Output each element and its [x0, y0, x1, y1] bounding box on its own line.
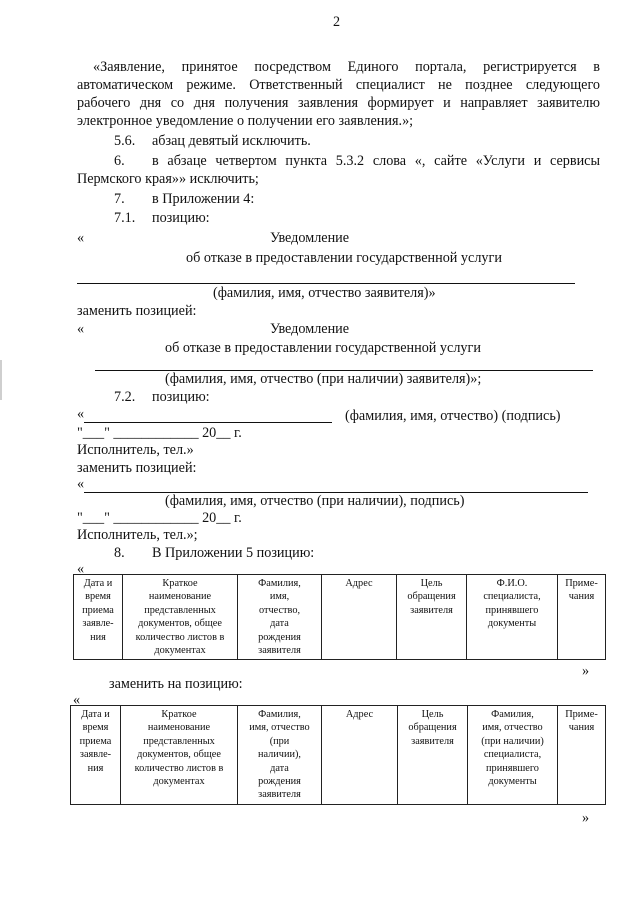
table1-header-text: Цель [420, 578, 443, 589]
table1-header-text: время [85, 591, 111, 603]
table1-header-text: представленных [144, 604, 216, 616]
sig1-date: "___" ____________ 20__ г. [77, 425, 242, 441]
table2-header-cell [71, 706, 121, 805]
sig1-caption: (фамилия, имя, отчество) (подпись) [345, 408, 561, 424]
table2-header-text: заявителя [258, 789, 301, 801]
table2-header-cell [121, 706, 238, 805]
table1-header-text: Фамилия, [258, 578, 301, 589]
table2-header-text: документах [153, 776, 205, 788]
table2-header-text: принявшего [486, 762, 539, 774]
sig2-date: "___" ____________ 20__ г. [77, 510, 242, 526]
item-8-text: В Приложении 5 позицию: [152, 545, 315, 561]
item-7-2-text: позицию: [152, 389, 210, 405]
table1-header-cell [558, 575, 606, 660]
block2-caption: (фамилия, имя, отчество (при наличии) заявителя)»; [165, 371, 482, 387]
table2-header-cell [468, 706, 558, 805]
table2-header-text: время [82, 722, 109, 734]
table2-header-text: (при наличии) [481, 735, 544, 747]
sig2-open-quote: « [77, 476, 85, 492]
table1-header-text: заявителя [258, 645, 301, 657]
table1-header-text: заявле- [82, 618, 114, 630]
table1-header-text: Краткое [162, 578, 198, 589]
item-5-6-number: 5.6. [114, 133, 136, 149]
table2-header-text: Фамилия, [491, 709, 534, 720]
item-7-text: в Приложении 4: [152, 191, 255, 207]
sig2-caption: (фамилия, имя, отчество (при наличии), подпись) [165, 493, 465, 509]
table1-header-text: наименование [148, 591, 212, 603]
table2-header-text: Дата и [81, 709, 110, 720]
table2-open-quote: « [73, 692, 81, 708]
table2 [70, 705, 606, 805]
table1-header-text: Дата и [83, 578, 113, 589]
table2-close-quote: » [582, 810, 590, 826]
table2-header-text: чания [568, 722, 595, 734]
item-7-1-text: позицию: [152, 210, 210, 226]
table2-header-cell [238, 706, 322, 805]
block1-subtitle: об отказе в предоставлении государственной услуги [186, 250, 502, 266]
table2-header-text: представленных [143, 735, 215, 747]
item-7-number: 7. [114, 191, 125, 207]
item-6-number: 6. [114, 153, 125, 169]
para1-line2: автоматическом режиме. Ответственный специалист не позднее следующего [77, 77, 600, 93]
sig1-open-quote: « [77, 406, 85, 422]
table2-header-text: дата [270, 762, 289, 774]
scan-artifact [0, 360, 2, 400]
table2-header-cell [322, 706, 398, 805]
item-6-text-line1: в абзаце четвертом пункта 5.3.2 слова «, сайте «Услуги и сервисы [152, 153, 600, 169]
table1-header-text: документов, общее [138, 618, 222, 630]
table1-header-text: специалиста, [483, 591, 541, 603]
sig1-executor: Исполнитель, тел.» [77, 442, 194, 458]
table1-header-text: Адрес [345, 578, 373, 589]
block2-open-quote: « [77, 321, 85, 337]
table2-header-text: (при [269, 735, 290, 747]
item-7-1-number: 7.1. [114, 210, 136, 226]
sig1-name-line [84, 422, 332, 423]
block1-name-line [77, 283, 575, 284]
table1-header-cell [74, 575, 123, 660]
table1-close-quote: » [582, 663, 590, 679]
block1-caption: (фамилия, имя, отчество заявителя)» [213, 285, 436, 301]
table2-header-cell [558, 706, 606, 805]
table2-header-text: приема [79, 735, 112, 747]
table1-header-text: заявителя [410, 604, 453, 616]
item-6-text-line2: Пермского края»» исключить; [77, 171, 259, 187]
para1-line4: электронное уведомление о получении его заявления.»; [77, 113, 414, 129]
table2-header-text: Краткое [161, 709, 197, 720]
table1-header-cell [467, 575, 558, 660]
table1-header-text: рождения [258, 631, 301, 643]
table2-header-text: обращения [408, 722, 457, 734]
table2-header-text: документов, общее [137, 749, 221, 761]
table1-header-text: чания [568, 591, 595, 603]
replace-with-3: заменить на позицию: [109, 676, 243, 692]
item-5-6-text: абзац девятый исключить. [152, 133, 311, 149]
table2-header-cell [398, 706, 468, 805]
block1-open-quote: « [77, 230, 85, 246]
table2-header-text: рождения [258, 776, 301, 788]
sig2-executor: Исполнитель, тел.»; [77, 527, 198, 543]
block2-subtitle: об отказе в предоставлении государственной услуги [165, 340, 481, 356]
table2-header-text: количество листов в [134, 762, 224, 774]
table1-header-text: принявшего [485, 604, 539, 616]
table1-header-text: документах [154, 645, 206, 657]
table1-header-cell [123, 575, 238, 660]
table2-header-text: наименование [147, 722, 211, 734]
table1-header-text: имя, [269, 591, 290, 603]
table2-header-text: Фамилия, [258, 709, 301, 720]
table1-header-text: обращения [407, 591, 456, 603]
table2-header-text: имя, отчество [482, 722, 543, 734]
table1-header-text: Ф.И.О. [496, 578, 528, 589]
table1-header-row [74, 575, 606, 660]
table1-header-text: приема [82, 604, 114, 616]
table2-header-text: Приме- [565, 709, 598, 720]
block1-title: Уведомление [270, 230, 350, 246]
table1-header-text: количество листов в [135, 631, 225, 643]
para1-line1: «Заявление, принятое посредством Единого портала, регистрируется в [93, 59, 600, 75]
page-number: 2 [333, 14, 341, 30]
para1-line3: рабочего дня со дня получения заявления формирует и направляет заявителю [77, 95, 600, 111]
table2-header-text: Адрес [345, 709, 374, 720]
table2-header-text: документы [488, 776, 537, 788]
table1-header-text: документы [487, 618, 537, 630]
item-7-2-number: 7.2. [114, 389, 136, 405]
table2-header-text: специалиста, [483, 749, 542, 761]
table2-header-text: заявле- [79, 749, 112, 761]
table2-header-row [71, 706, 606, 805]
item-8-number: 8. [114, 545, 125, 561]
table1-header-text: дата [270, 618, 289, 630]
table1-open-quote: « [77, 561, 85, 577]
table1-header-text: Приме- [565, 578, 598, 589]
block2-title: Уведомление [270, 321, 350, 337]
table1-header-cell [322, 575, 397, 660]
table2-header-text: имя, отчество [249, 722, 310, 734]
table1-header-cell [397, 575, 467, 660]
replace-with-1: заменить позицией: [77, 303, 197, 319]
table1-header-cell [238, 575, 322, 660]
table2-header-text: Цель [421, 709, 444, 720]
replace-with-2: заменить позицией: [77, 460, 197, 476]
table2-header-text: ния [87, 762, 104, 774]
table2-header-text: наличии), [257, 749, 302, 761]
table1 [73, 574, 606, 660]
table2-header-text: заявителя [411, 735, 454, 747]
table1-header-text: ния [90, 631, 106, 643]
table1-header-text: отчество, [258, 604, 301, 616]
